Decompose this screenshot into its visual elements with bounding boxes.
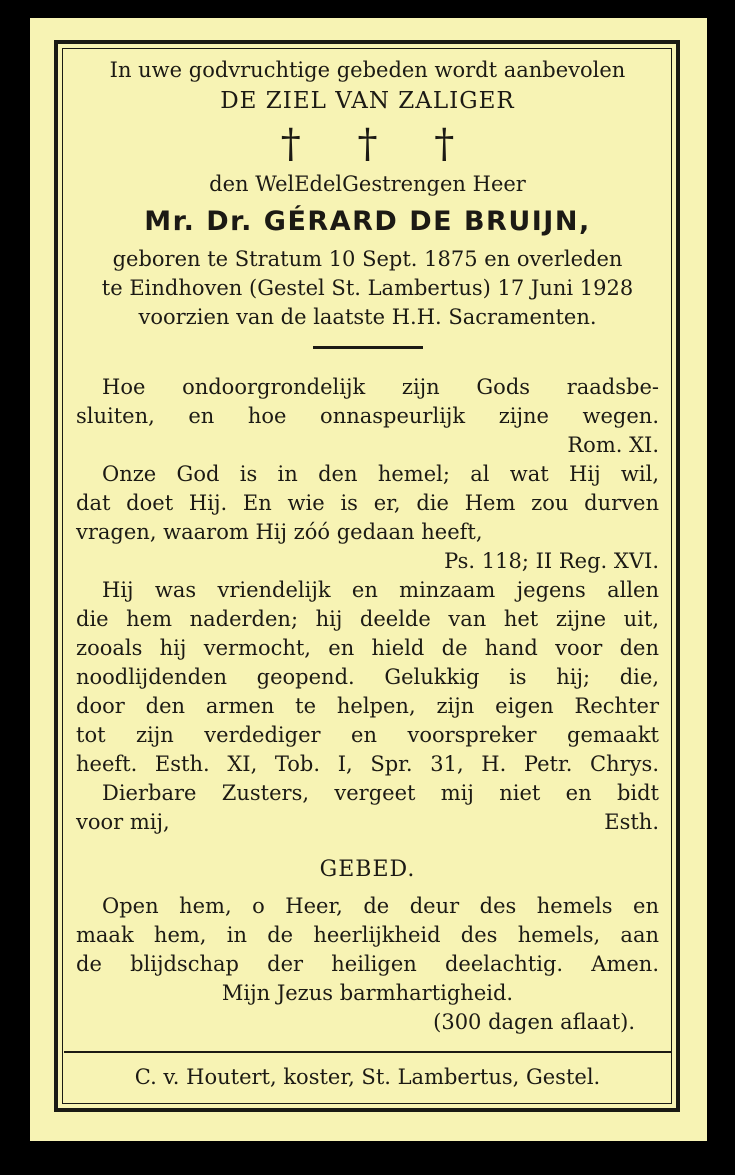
- scripture-line: door den armen te helpen, zijn eigen Rechter: [76, 694, 659, 718]
- divider-long: [64, 1051, 671, 1053]
- scripture-line: dat doet Hij. En wie is er, die Hem zou durven: [76, 491, 659, 515]
- prayer-heading: GEBED.: [319, 857, 416, 882]
- printer-credit: C. v. Houtert, koster, St. Lambertus, Gestel.: [134, 1065, 601, 1089]
- prayer-line: maak hem, in de heerlijkheid des hemels, aan: [76, 923, 659, 947]
- divider-short: [313, 346, 423, 349]
- scripture-line: vragen, waarom Hij zóó gedaan heeft,: [76, 520, 483, 544]
- memorial-card: [30, 18, 707, 1141]
- scripture-line: Hoe ondoorgrondelijk zijn Gods raadsbe-: [102, 375, 659, 399]
- deceased-name: Mr. Dr. GÉRARD DE BRUIJN,: [144, 206, 591, 237]
- prayer-closing: Mijn Jezus barmhartigheid.: [221, 981, 514, 1005]
- scripture-reference: Ps. 118; II Reg. XVI.: [444, 549, 659, 573]
- intro-text: In uwe godvruchtige gebeden wordt aanbevolen: [109, 58, 626, 82]
- scripture-line: Hij was vriendelijk en minzaam jegens allen: [102, 578, 659, 602]
- scripture-line: Dierbare Zusters, vergeet mij niet en bidt: [102, 781, 659, 805]
- indulgence-note: (300 dagen aflaat).: [433, 1010, 635, 1034]
- three-crosses-icon: † † †: [280, 121, 477, 167]
- bio-line: geboren te Stratum 10 Sept. 1875 en overleden: [112, 247, 623, 271]
- scripture-last-line: [76, 808, 659, 837]
- bio-line: te Eindhoven (Gestel St. Lambertus) 17 Juni 1928: [101, 276, 634, 300]
- card-content: [76, 56, 659, 1092]
- scripture-line: heeft. Esth. XI, Tob. I, Spr. 31, H. Petr. Chrys.: [76, 752, 659, 776]
- bio-line: voorzien van de laatste H.H. Sacramenten.: [138, 305, 597, 329]
- prayer-line: Open hem, o Heer, de deur des hemels en: [102, 894, 659, 918]
- scripture-line: die hem naderden; hij deelde van het zijne uit,: [76, 607, 659, 631]
- scripture-reference: Rom. XI.: [567, 433, 659, 457]
- prayer-line: de blijdschap der heiligen deelachtig. Amen.: [76, 952, 659, 976]
- title-line: den WelEdelGestrengen Heer: [209, 172, 526, 196]
- scripture-line: noodlijdenden geopend. Gelukkig is hij; die,: [76, 665, 659, 689]
- soul-heading: DE ZIEL VAN ZALIGER: [220, 88, 515, 114]
- scripture-line: voor mij,: [76, 810, 170, 834]
- scripture-line: sluiten, en hoe onnaspeurlijk zijne wegen.: [76, 404, 659, 428]
- scripture-reference: Esth.: [604, 810, 659, 834]
- scripture-line: Onze God is in den hemel; al wat Hij wil,: [102, 462, 659, 486]
- scripture-line: zooals hij vermocht, en hield de hand voor den: [76, 636, 659, 660]
- scripture-line: tot zijn verdediger en voorspreker gemaakt: [76, 723, 659, 747]
